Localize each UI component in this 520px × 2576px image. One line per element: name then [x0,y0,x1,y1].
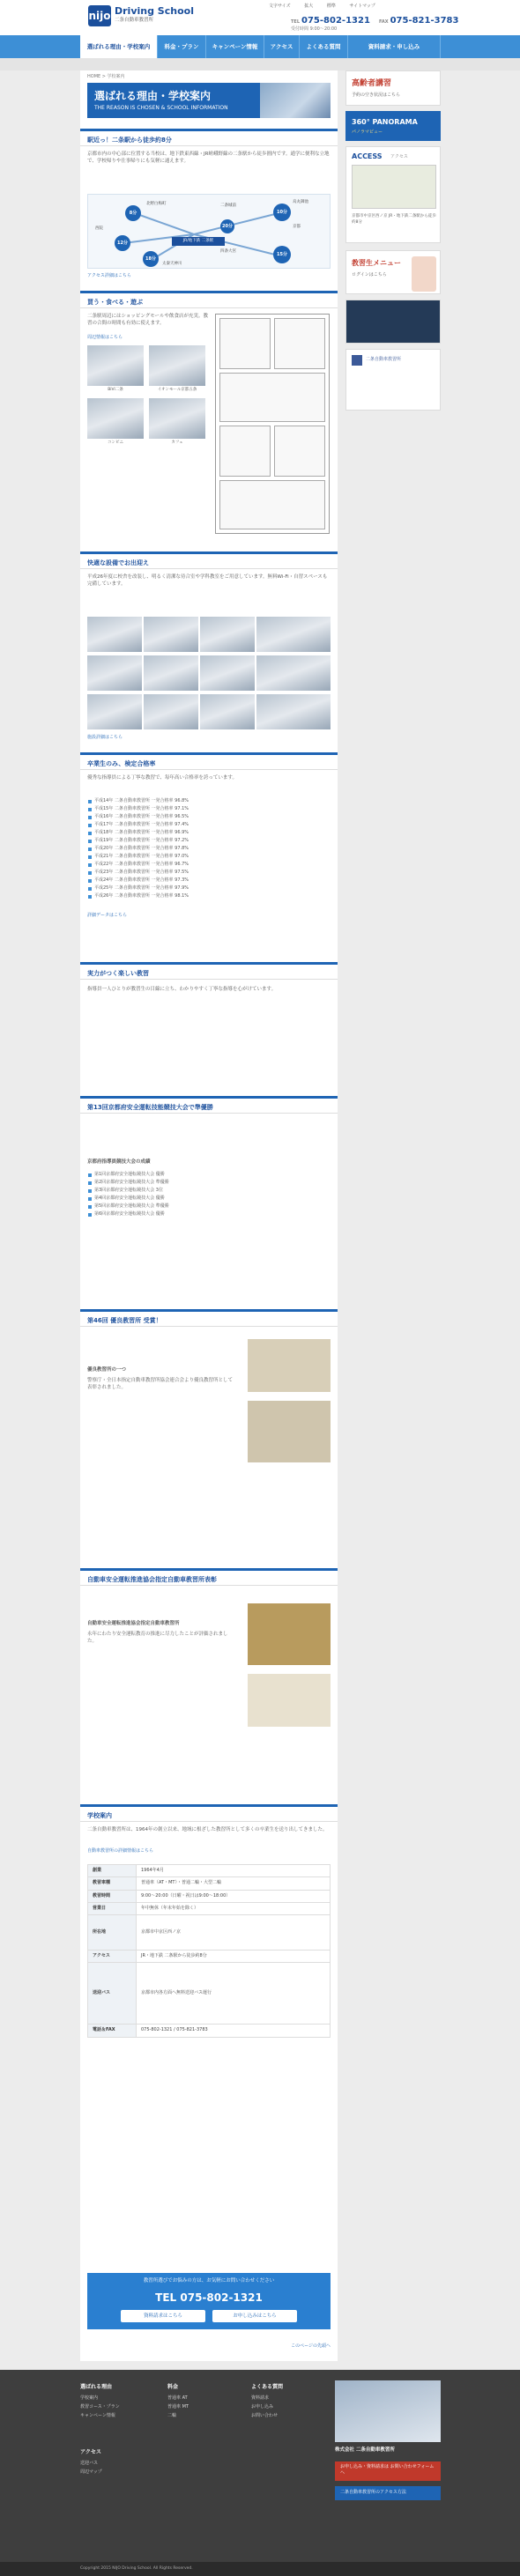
section-award-title: 第13回京都府安全運転技能競技大会で準優勝 [80,1096,338,1114]
font-size-normal-button[interactable]: 標準 [326,4,336,9]
contact-cta [87,2273,331,2329]
logo-title[interactable]: Driving School [115,5,194,17]
certificate-image [248,1674,331,1727]
safety-subtitle: 優良教習所の一つ [87,1367,127,1373]
school-photo-banner[interactable] [345,300,441,344]
footer-building-photo [335,2380,441,2442]
school-text: 二条自動車教習所は、1964年の創立以来、地域に根ざした教習所として多くの卒業生を送り出してきました。 [87,1827,328,1832]
station-label: 京都 [293,225,301,229]
footer-col-reason: 選ばれる理由 学校案内 教習コース・プラン キャンペーン情報 [80,2384,120,2419]
section-facility-text: 平成26年度に校舎を改装し、明るく清潔な待合室や学科教室をご用意しています。無料Wi-Fi・自習スペースも完備しています。 [87,574,328,587]
shop-photo [149,398,205,439]
facility-photo [144,617,198,652]
facility-photo [200,617,255,652]
facility-photo [256,655,331,691]
school-info-table [87,1864,331,2038]
shop-caption: イオンモール京都五条 [157,388,197,392]
certified-subtitle: 自動車安全運転推進協会指定自動車教習所 [87,1621,180,1626]
site-header [0,0,520,35]
facility-photo [87,655,142,691]
section-school-title: 学校案内 [80,1804,338,1822]
site-footer [0,2370,520,2568]
list-item: 平成22年 二条自動車教習所 一発合格率 96.7% [87,862,331,870]
facility-photo [200,655,255,691]
table-row: 教習車種 普通車（AT・MT）・普通二輪・大型二輪 [88,1877,331,1890]
section-shopping-text: 二条駅周辺にはショッピングモールや飲食店が充実。教習の合間の時間も有効に使えます。 [87,314,208,326]
station-label: 四条大宮 [220,249,236,254]
table-row: 営業日 年中無休（年末年始を除く） [88,1902,331,1914]
facebook-icon [352,355,362,366]
global-nav [0,35,520,58]
nav-reason[interactable]: 選ばれる理由・学校案内 [80,35,158,58]
station-label: 烏丸御池 [293,200,308,204]
certificate-image [248,1401,331,1462]
school-more-link[interactable]: 自動車教習所の詳細情報はこちら [87,1848,154,1854]
route-lines [88,195,331,270]
list-item: 平成24年 二条自動車教習所 一発合格率 97.3% [87,877,331,885]
list-item: 平成14年 二条自動車教習所 一発合格率 96.8% [87,798,331,806]
section-access-text: 京都市内の中心部に位置する当校は、地下鉄東西線・JR嵯峨野線の二条駅から徒歩圏内です。通学に便利な立地で、学校帰りや仕事帰りにも気軽に通えます。 [87,152,330,164]
facility-more-link[interactable]: 施設詳細はこちら [87,735,123,740]
table-row: 創業 1964年4月 [88,1865,331,1877]
list-item: 平成23年 二条自動車教習所 一発合格率 97.5% [87,870,331,877]
results-more-link[interactable]: 詳細データはこちら [87,913,128,918]
hero-building-image [260,83,331,118]
table-row: 送迎バス 京都市内各方面へ無料送迎バス運行 [88,1963,331,2025]
fax-number: FAX 075-821-3783 [379,16,459,26]
logo-subtitle: 二条自動車教習所 [115,18,154,23]
station-nijo: JR/地下鉄 二条駅 [172,237,225,246]
certified-text: 永年にわたり安全運転教育の推進に尽力したことが評価されました。 [87,1632,228,1644]
footer-contact-button[interactable]: お申し込み・資料請求は お問い合わせフォームへ [335,2461,441,2481]
facility-photo [87,617,142,652]
breadcrumb[interactable]: HOME > 学校案内 [87,74,125,79]
table-row: アクセス JR・地下鉄 二条駅から徒歩約8分 [88,1951,331,1963]
nav-price[interactable]: 料金・プラン [158,35,206,58]
apply-button[interactable]: お申し込みはこちら [212,2310,297,2322]
shopping-more-link[interactable]: 周辺情報はこちら [87,335,123,340]
list-item: 平成26年 二条自動車教習所 一発合格率 98.1% [87,893,331,901]
nav-request[interactable]: 資料請求・申し込み [348,35,441,58]
footer-access-button[interactable]: 二条自動車教習所のアクセス方法 [335,2486,441,2500]
list-item: 第1回京都府安全運転競技大会 優勝 [87,1172,331,1180]
staff-avatar [412,256,436,292]
time-badge: 20分 [220,219,234,233]
shop-caption: カフェ [171,440,183,445]
list-item: 平成17年 二条自動車教習所 一発合格率 97.4% [87,822,331,830]
time-badge: 12分 [115,235,130,251]
list-item: 第2回京都府安全運転競技大会 準優勝 [87,1180,331,1188]
facility-photo [144,655,198,691]
footer-col-faq: よくある質問 資料請求 お申し込み お問い合わせ [251,2384,284,2419]
station-label: 太秦天神川 [162,262,182,266]
shop-caption: BiVi二条 [108,388,123,392]
sitemap-link[interactable]: サイトマップ [349,4,375,9]
copyright: Copyright 2015 NIJO Driving School. All Rights Reserved. [0,2562,520,2576]
business-hours: 受付時間 9:00〜20:00 [291,26,338,32]
time-badge: 8分 [125,205,141,221]
award-subtitle: 京都府指導員競技大会の成績 [87,1159,151,1165]
table-row: 所在地 京都市中京区西ノ京 [88,1915,331,1951]
page-subtitle: THE REASON IS CHOSEN & SCHOOL INFORMATION [94,105,228,111]
station-label: 二条城前 [220,204,236,208]
logo-mark[interactable]: nijo [88,5,111,26]
section-safety-title: 第46回 優良教習所 受賞！ [80,1309,338,1327]
section-access-title: 駅近っ！二条駅から徒歩約8分 [80,129,338,146]
page-hero [87,83,331,118]
facility-photo [256,694,331,729]
plaque-image [248,1603,331,1665]
shop-photo [87,345,144,386]
pagetop-link[interactable]: このページの先頭へ [291,2343,331,2349]
list-item: 第3回京都府安全運転競技大会 3位 [87,1188,331,1195]
cta-tel[interactable]: TEL 075-802-1321 [155,2291,263,2304]
section-results-text: 優秀な指導員による丁寧な教習で、毎年高い合格率を誇っています。 [87,775,237,781]
table-row: 教習時間 9:00〜20:00（日曜・祝日は9:00〜18:00） [88,1890,331,1902]
font-size-large-button[interactable]: 拡大 [304,4,314,9]
footer-col-price: 料金 普通車 AT 普通車 MT 二輪 [167,2384,189,2419]
results-list [87,798,331,901]
list-item: 平成19年 二条自動車教習所 一発合格率 97.2% [87,838,331,846]
shop-caption: コンビニ [108,440,123,445]
list-item: 平成25年 二条自動車教習所 一発合格率 97.9% [87,885,331,893]
header-links [269,4,388,10]
tel-number[interactable]: TEL 075-802-1321 [291,16,370,26]
manga-illustration [215,314,330,534]
nav-campaign[interactable]: キャンペーン情報 [206,35,264,58]
nav-shadow-band [0,58,520,70]
access-box: ACCESS アクセス 京都市中京区西ノ京 JR・地下鉄二条駅から徒歩約8分 [345,146,441,243]
table-row: 電話＆FAX 075-802-1321 / 075-821-3783 [88,2025,331,2037]
list-item: 平成20年 二条自動車教習所 一発合格率 97.8% [87,846,331,854]
facility-photo [200,694,255,729]
font-size-label: 文字サイズ [269,4,291,9]
list-item: 第5回京都府安全運転競技大会 準優勝 [87,1203,331,1211]
section-shopping-title: 買う・食べる・遊ぶ [80,291,338,308]
page-title: 選ばれる理由・学校案内 [94,90,212,102]
section-certified-title: 自動車安全運転推進協会指定自動車教習所表彰 [80,1568,338,1586]
certificate-image [248,1339,331,1392]
student-menu-banner[interactable]: 教習生メニュー ログインはこちら [345,250,441,294]
safety-text: 警察庁・全日本指定自動車教習所協会連合会より優良教習所として表彰されました。 [87,1378,234,1390]
section-results-title: 卒業生のみ、検定合格率 [80,752,338,770]
footer-col-access: アクセス 送迎バス 周辺マップ [80,2449,102,2475]
access-route-map [87,194,331,269]
access-more-link[interactable]: アクセス詳細はこちら [87,273,131,278]
main-content [80,70,338,2361]
time-badge: 10分 [273,204,291,221]
list-item: 平成15年 二条自動車教習所 一発合格率 97.1% [87,806,331,814]
section-instructor-title: 実力がつく楽しい教習 [80,962,338,980]
list-item: 第6回京都府安全運転競技大会 優勝 [87,1211,331,1219]
access-map[interactable] [352,165,436,209]
time-badge: 18分 [143,251,159,267]
facility-photo [256,617,331,652]
panorama-banner[interactable]: 360° PANORAMA パノラマビュー [345,111,441,141]
award-list [87,1172,331,1219]
facility-photo [87,694,142,729]
senior-course-banner[interactable]: 高齢者講習 予約の空き状況はこちら [345,70,441,106]
nav-faq[interactable]: よくある質問 [300,35,348,58]
station-label: 北野白梅町 [146,202,167,206]
station-label: 西院 [95,226,103,231]
list-item: 平成21年 二条自動車教習所 一発合格率 97.0% [87,854,331,862]
section-facility-title: 快適な設備でお出迎え [80,551,338,569]
list-item: 平成16年 二条自動車教習所 一発合格率 96.5% [87,814,331,822]
cta-lead: 教習所選びでお悩みの方は、お気軽にお問い合わせください [143,2278,275,2284]
footer-company: 株式会社 二条自動車教習所 [335,2447,395,2453]
facility-photo [144,694,198,729]
facebook-box: 二条自動車教習所 [345,349,441,411]
list-item: 第4回京都府安全運転競技大会 優勝 [87,1195,331,1203]
shop-photo [87,398,144,439]
nav-access[interactable]: アクセス [264,35,300,58]
request-docs-button[interactable]: 資料請求はこちら [121,2310,205,2322]
list-item: 平成18年 二条自動車教習所 一発合格率 96.9% [87,830,331,838]
section-instructor-text: 指導員一人ひとりが教習生の目線に立ち、わかりやすく丁寧な指導を心がけています。 [87,987,277,992]
time-badge: 15分 [273,246,291,263]
shop-photo [149,345,205,386]
